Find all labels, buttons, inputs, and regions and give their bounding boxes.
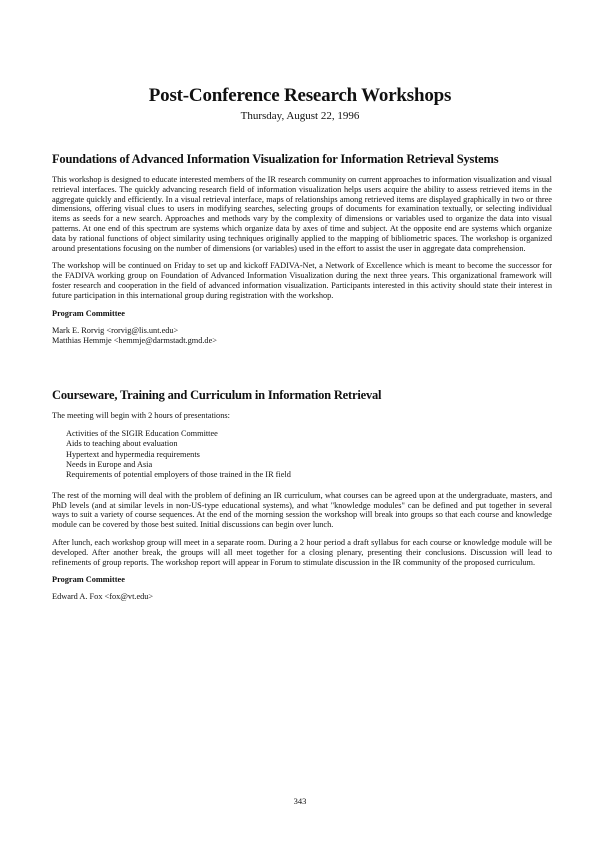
page-title: Post-Conference Research Workshops — [148, 85, 452, 106]
workshop-1-paragraph-1: This workshop is designed to educate interested members of the IR research community on current approaches to information visualization and visual retrieval interfaces. The quickly advancing research field of information visualization helps users acquire the ability to assess retrieved items in the aggregate quickly and efficiently. In a visual retrieval interface, maps of relationships among retrieved items are displayed graphically in two or three dimensions, offering visual clues to users in modifying searches, selecting groups of documents for examination textually, or selecting individual items as seeds for a new search. Approaches and methods vary by the complexity of dimensions or variables used to organize the data into visual patterns. At one end of this spectrum are systems which organize data by axes of time and subject. At the opposite end are systems which organize data by rational functions of object similarity using techniques originally applied to the mapping of bibliometric spaces. The workshop is organized around presentations focusing on the number of dimensions (or variables) used in the effort to assist the user in aggregate data comprehension. — [52, 175, 552, 253]
workshop-2-committee-member: Edward A. Fox <fox@vt.edu> — [52, 592, 154, 602]
page-number: 343 — [293, 796, 307, 806]
workshop-2-paragraph-1: The rest of the morning will deal with the problem of defining an IR curriculum, what courses can be agreed upon at the undergraduate, masters, and PhD levels (and at similar levels in non-US-type educational systems), and what "knowledge modules" can be defined and put together in several ways to suit a variety of course sequences. At the end of the morning session the workshop will break into groups so that each course and knowledge module can be covered by those best suited. Initial discussions can begin over lunch. — [52, 490, 552, 530]
page-date: Thursday, August 22, 1996 — [240, 110, 360, 122]
list-item: Requirements of potential employers of those trained in the IR field — [66, 470, 291, 480]
workshop-2-intro: The meeting will begin with 2 hours of presentations: — [52, 411, 230, 420]
workshop-1-committee-member: Matthias Hemmje <hemmje@darmstadt.gmd.de> — [52, 335, 217, 345]
workshop-1-paragraph-2: The workshop will be continued on Friday to set up and kickoff FADIVA-Net, a Network of Excellence which is meant to become the successor for the FADIVA working group on Foundation of Advanced Information Visualization during the next three years. This organizational framework will foster research and cooperation in the field of advanced information visualization. Participants interested in this activity should state their interest in future participation in this international group during registration with the workshop. — [52, 261, 552, 300]
workshop-2-heading: Courseware, Training and Curriculum in Information Retrieval — [52, 388, 382, 402]
workshop-1-section — [52, 152, 552, 346]
workshop-2-paragraph-2: After lunch, each workshop group will meet in a separate room. During a 2 hour period a draft syllabus for each course or knowledge module will be developed. After another break, the groups will all meet together for a closing plenary, presenting their conclusions. Discussion will lead to refinements of group reports. The workshop report will appear in Forum to stimulate discussion in the IR community of the proposed curriculum. — [52, 538, 552, 567]
list-item: Hypertext and hypermedia requirements — [66, 449, 200, 459]
workshop-1-committee-label: Program Committee — [52, 308, 125, 318]
list-item: Needs in Europe and Asia — [66, 460, 153, 470]
workshop-2-committee-label: Program Committee — [52, 575, 125, 585]
workshop-1-heading: Foundations of Advanced Information Visualization for Information Retrieval Systems — [52, 152, 499, 166]
list-item: Activities of the SIGIR Education Committee — [66, 428, 218, 438]
workshop-2-section — [52, 388, 552, 602]
list-item: Aids to teaching about evaluation — [66, 439, 178, 449]
workshop-1-committee-member: Mark E. Rorvig <rorvig@lis.unt.edu> — [52, 325, 179, 335]
workshop-2-presentation-list — [52, 429, 552, 481]
